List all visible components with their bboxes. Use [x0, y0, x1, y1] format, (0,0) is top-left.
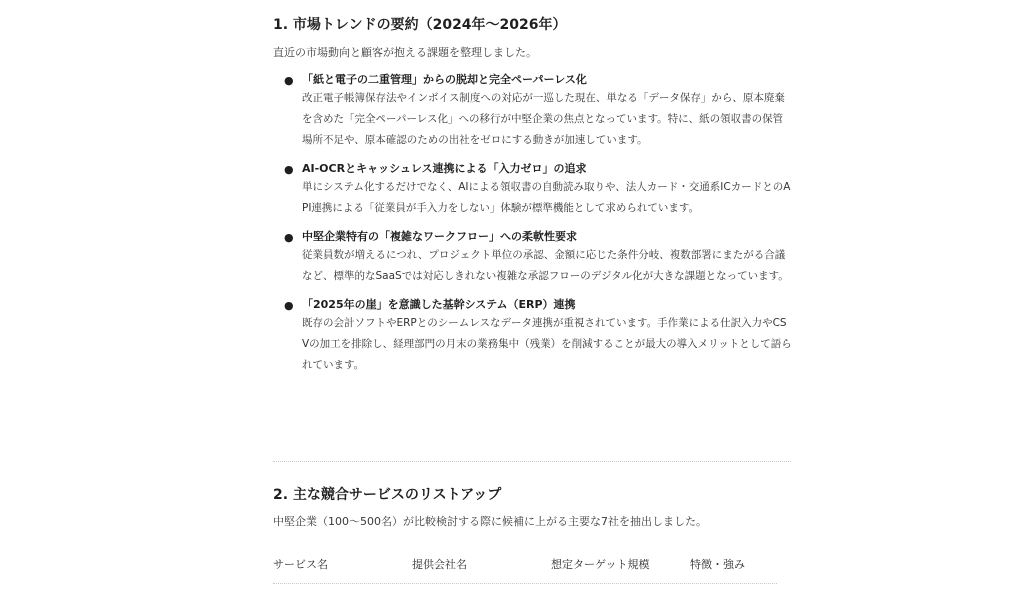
bullet-body: 既存の会計ソフトやERPとのシームレスなデータ連携が重視されています。手作業による仕訳入力やCSVの加工を排除し、経理部門の月末の業務集中（残業）を削減することが最大の導入メリットとして語られています。 [302, 317, 792, 371]
section-1-intro: 直近の市場動向と顧客が抱える課題を整理しました。 [273, 46, 537, 59]
table-header-rule [273, 583, 777, 584]
column-header-provider: 提供会社名 [412, 558, 467, 571]
list-item [273, 161, 793, 219]
list-item [273, 297, 793, 376]
column-header-features: 特徴・強み [690, 558, 745, 571]
bullet-icon: ● [284, 74, 294, 87]
list-item [273, 229, 793, 287]
column-header-target-size: 想定ターゲット規模 [551, 558, 650, 571]
bullet-icon: ● [284, 299, 294, 312]
bullet-heading: AI-OCRとキャッシュレス連携による「入力ゼロ」の追求 [302, 162, 587, 175]
section-divider [273, 461, 791, 462]
bullet-body: 改正電子帳簿保存法やインボイス制度への対応が一巡した現在、単なる「データ保存」から、原本廃棄を含めた「完全ペーパーレス化」への移行が中堅企業の焦点となっています。特に、紙の領収書の保管場所不足や、原本確認のための出社をゼロにする動きが加速しています。 [302, 92, 785, 146]
trend-list [273, 72, 793, 386]
competitor-table-header [273, 556, 777, 572]
section-2-intro: 中堅企業（100〜500名）が比較検討する際に候補に上がる主要な7社を抽出しました。 [273, 515, 707, 528]
bullet-heading: 中堅企業特有の「複雑なワークフロー」への柔軟性要求 [302, 230, 577, 243]
bullet-icon: ● [284, 231, 294, 244]
bullet-body: 単にシステム化するだけでなく、AIによる領収書の自動読み取りや、法人カード・交通系ICカードとのAPI連携による「従業員が手入力をしない」体験が標準機能として求められています。 [302, 181, 791, 214]
list-item [273, 72, 793, 151]
column-header-service-name: サービス名 [273, 558, 328, 571]
bullet-heading: 「2025年の崖」を意識した基幹システム（ERP）連携 [302, 298, 576, 311]
section-1-title: 1. 市場トレンドの要約（2024年〜2026年） [273, 17, 567, 33]
bullet-heading: 「紙と電子の二重管理」からの脱却と完全ペーパーレス化 [302, 73, 587, 86]
bullet-body: 従業員数が増えるにつれ、プロジェクト単位の承認、金額に応じた条件分岐、複数部署にまたがる合議など、標準的なSaaSでは対応しきれない複雑な承認フローのデジタル化が大きな課題となっています。 [302, 249, 789, 282]
section-2-title: 2. 主な競合サービスのリストアップ [273, 487, 502, 503]
bullet-icon: ● [284, 163, 294, 176]
